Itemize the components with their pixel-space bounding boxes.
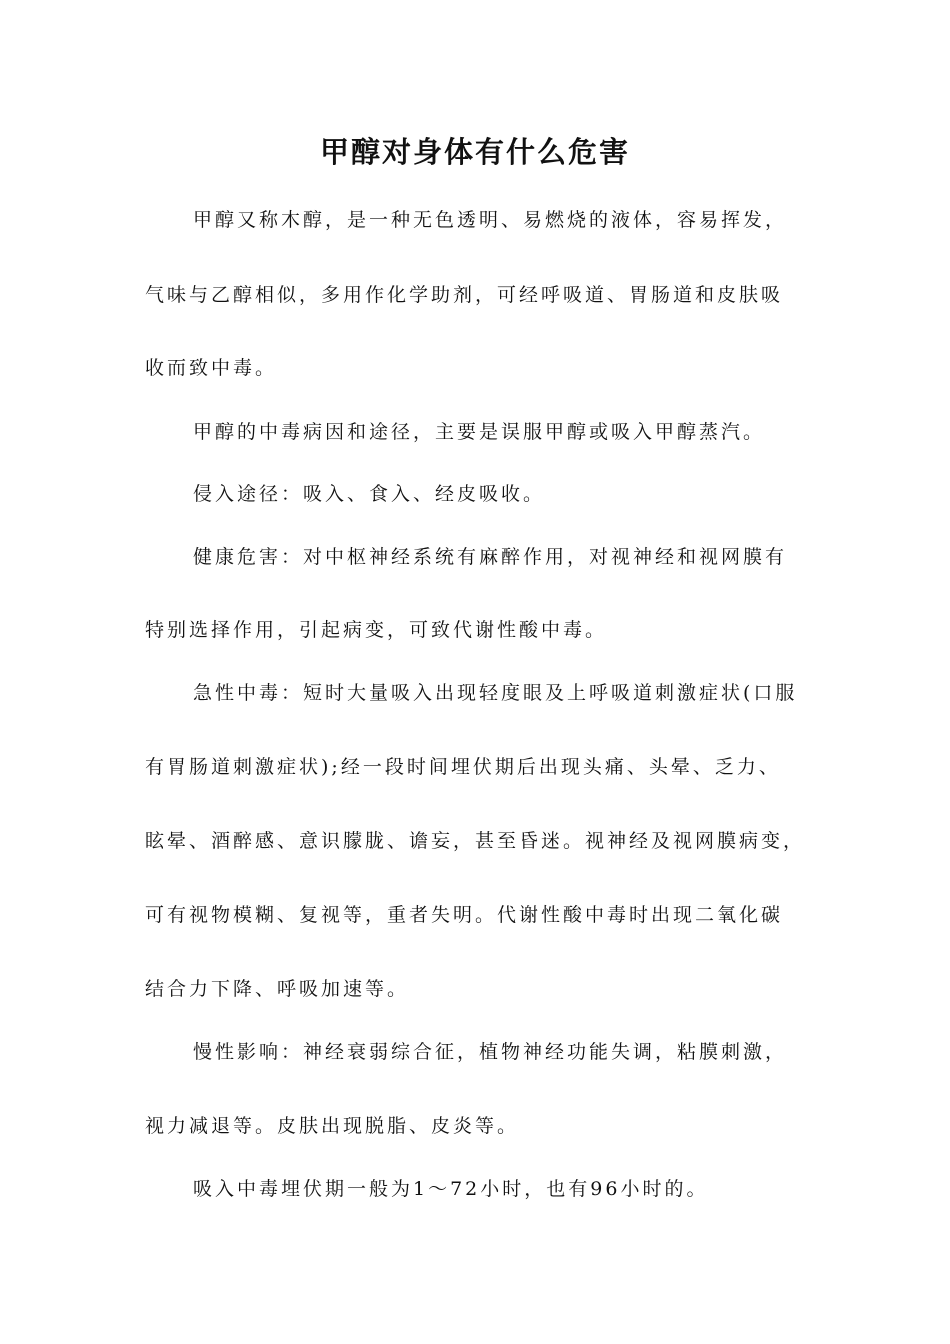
paragraph-line: 气味与乙醇相似，多用作化学助剂，可经呼吸道、胃肠道和皮肤吸 — [145, 284, 784, 306]
paragraph-line: 甲醇又称木醇，是一种无色透明、易燃烧的液体，容易挥发， — [193, 209, 788, 231]
paragraph-line: 健康危害：对中枢神经系统有麻醉作用，对视神经和视网膜有 — [193, 546, 788, 568]
paragraph-line: 甲醇的中毒病因和途径，主要是误服甲醇或吸入甲醇蒸汽。 — [193, 421, 766, 443]
paragraph-line: 收而致中毒。 — [145, 357, 278, 379]
paragraph-line: 可有视物模糊、复视等，重者失明。代谢性酸中毒时出现二氧化碳 — [145, 904, 784, 926]
paragraph-line: 侵入途径：吸入、食入、经皮吸收。 — [193, 483, 546, 505]
paragraph-line: 有胃肠道刺激症状);经一段时间埋伏期后出现头痛、头晕、乏力、 — [145, 756, 781, 778]
paragraph-line: 特别选择作用，引起病变，可致代谢性酸中毒。 — [145, 619, 608, 641]
paragraph-line: 结合力下降、呼吸加速等。 — [145, 978, 410, 1000]
paragraph-line: 视力减退等。皮肤出现脱脂、皮炎等。 — [145, 1115, 520, 1137]
document-title: 甲醇对身体有什么危害 — [319, 135, 630, 169]
paragraph-line: 急性中毒：短时大量吸入出现轻度眼及上呼吸道刺激症状(口服 — [193, 682, 798, 704]
paragraph-line: 慢性影响：神经衰弱综合征，植物神经功能失调，粘膜刺激， — [193, 1041, 788, 1063]
paragraph-line: 吸入中毒埋伏期一般为1～72小时，也有96小时的。 — [193, 1178, 709, 1200]
paragraph-line: 眩晕、酒醉感、意识朦胧、谵妄，甚至昏迷。视神经及视网膜病变， — [145, 830, 806, 852]
